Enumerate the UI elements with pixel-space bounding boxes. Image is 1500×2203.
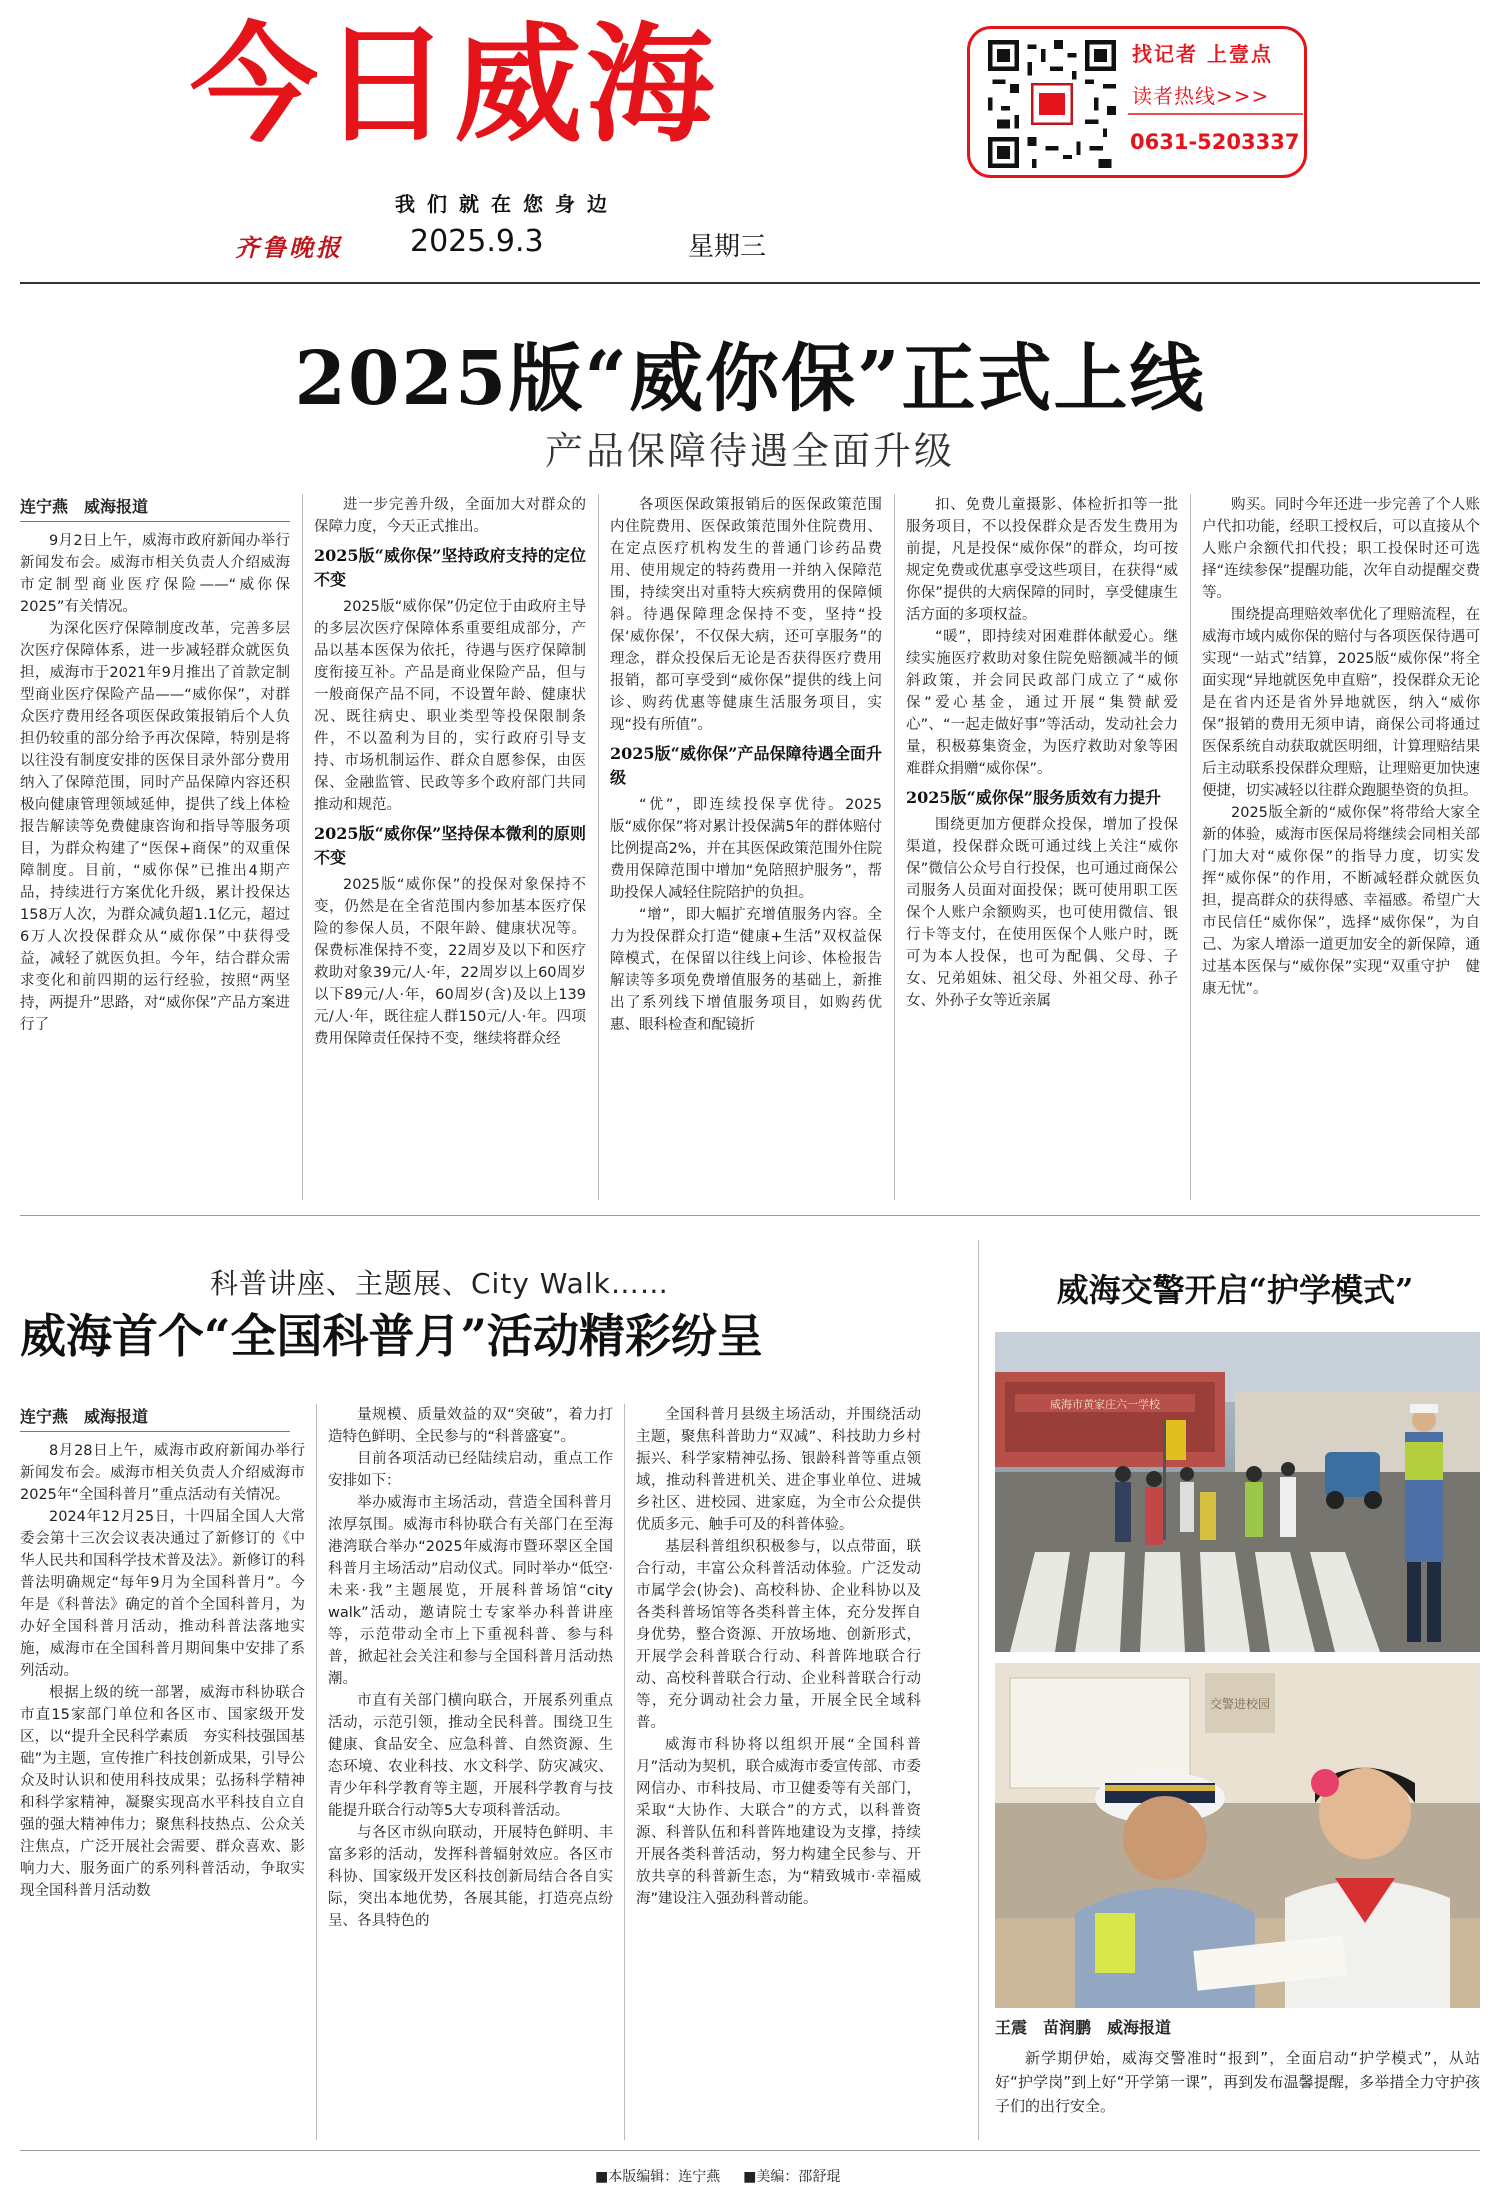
article-paragraph: “优”，即连续投保享优待。2025版“威你保”将对累计投保满5年的群体赔付比例提高2%，并在其医保政策范围外住院费用保障范围中增加“免陪照护服务”，帮助投保人减轻住院陪护的负担。 <box>610 797 882 901</box>
photo-caption: 新学期伊始，威海交警准时“报到”，全面启动“护学模式”，从站好“护学岗”到上好“开学第一课”，再到发布温馨提醒，多举措全力守护孩子们的出行安全。 <box>995 2049 1480 2115</box>
article-paragraph: “暖”，即持续对困难群体献爱心。继续实施医疗救助对象住院免赔额减半的倾斜政策，并会同民政部门成立了“威你保”爱心基金，通过开展“集赞献爱心”、“一起走做好事”等活动，发动社会力量，积极募集资金，为医疗救助对象等困难群众捐赠“威你保”。 <box>906 629 1178 777</box>
article-paragraph: “增”，即大幅扩充增值服务内容。全力为投保群众打造“健康+生活”双权益保障模式，在保留以往线上问诊、体检报告解读等多项免费增值服务的基础上，新推出了系列线下增值服务项目，如购药优惠、眼科检查和配镜折 <box>610 907 882 1033</box>
article-paragraph: 威海市科协将以组织开展“全国科普月”活动为契机，联合威海市委宣传部、市委网信办、市科技局、市卫健委等有关部门，采取“大协作、大联合”的方式，以科普资源、科普队伍和科普阵地建设为支撑，持续开展各类科普活动，努力构建全民参与、开放共享的科普新生态，为“精致城市·幸福威海”建设注入强劲科普动能。 <box>636 1737 921 1907</box>
crosswalk-photo <box>995 1332 1480 1652</box>
hotline-number[interactable]: 0631-5203337 <box>1130 130 1300 154</box>
school-sign-text: 威海市黄家庄六一学校 <box>1050 1398 1160 1411</box>
lead-col-2 <box>314 494 586 1200</box>
lead-col-4 <box>906 494 1178 1200</box>
lead-subheadline: 产品保障待遇全面升级 <box>544 429 955 473</box>
second-headline: 威海首个“全国科普月”活动精彩纷呈 <box>20 1309 763 1363</box>
second-col-3 <box>636 1404 921 2140</box>
hotline-slogan: 找记者 上壹点 <box>1132 42 1273 66</box>
article-paragraph: 8月28日上午，威海市政府新闻办举行新闻发布会。威海市相关负责人介绍威海市2025年“全国科普月”重点活动有关情况。 <box>20 1443 305 1503</box>
paper-name: 齐鲁晚报 <box>235 233 343 262</box>
column-divider <box>894 494 895 1200</box>
article-paragraph: 市直有关部门横向联合，开展系列重点活动，示范引领，推动全民科普。围绕卫生健康、食品安全、应急科普、自然资源、生态环境、农业科技、水文科学、防灾减灾、青少年科学教育等主题，开展科学教育与技能提升联合行动等5大专项科普活动。 <box>328 1693 613 1819</box>
article-paragraph: 9月2日上午，威海市政府新闻办举行新闻发布会。威海市相关负责人介绍威海市定制型商业医疗保险——“威你保2025”有关情况。 <box>20 533 290 615</box>
lead-headline: 2025版“威你保”正式上线 <box>294 336 1206 422</box>
classroom-illustration <box>995 1663 1480 2008</box>
column-divider <box>1190 494 1191 1200</box>
article-paragraph: 量规模、质量效益的双“突破”，着力打造特色鲜明、全民参与的“科普盛宴”。 <box>328 1407 613 1445</box>
lead-col-5 <box>1202 494 1480 1200</box>
article-subhead: 2025版“威你保”服务质效有力提升 <box>906 788 1161 807</box>
second-byline: 连宁燕 威海报道 <box>20 1404 290 1432</box>
column-divider <box>316 1404 317 2140</box>
lead-byline: 连宁燕 威海报道 <box>20 494 290 522</box>
article-subhead: 2025版“威你保”产品保障待遇全面升级 <box>610 744 882 787</box>
article-paragraph: 2025版全新的“威你保”将带给大家全新的体验，威海市医保局将继续会同相关部门加大对“威你保”的指导力度，切实发挥“威你保”的作用，不断减轻群众就医负担，提高群众的获得感、幸福感。希望广大市民信任“威你保”，选择“威你保”，为自己、为家人增添一道更加安全的新保障，通过基本医保与“威你保”实现“双重守护 健康无忧”。 <box>1202 805 1480 997</box>
article-paragraph: 目前各项活动已经陆续启动，重点工作安排如下： <box>328 1451 613 1489</box>
article-paragraph: 扣、免费儿童摄影、体检折扣等一批服务项目，不以投保群众是否发生费用为前提，凡是投保“威你保”的群众，均可按规定免费或优惠享受这些项目，在获得“威你保”提供的大病保障的同时，享受健康生活方面的多项权益。 <box>906 497 1178 623</box>
qr-code-icon[interactable] <box>988 40 1116 168</box>
issue-date: 2025.9.3 <box>410 224 544 259</box>
crosswalk-illustration <box>995 1332 1480 1652</box>
article-paragraph: 2024年12月25日，十四届全国人大常委会第十三次会议表决通过了新修订的《中华人民共和国科学技术普及法》。新修订的科普法明确规定“每年9月为全国科普月”。今年是《科普法》确定的首个全国科普月，为办好全国科普月活动，推动科普法落地实施，威海市在全国科普月期间集中安排了系列活动。 <box>20 1509 305 1679</box>
section-rule <box>20 1215 1480 1216</box>
article-paragraph: 与各区市纵向联动，开展特色鲜明、丰富多彩的活动，发挥科普辐射效应。各区市科协、国家级开发区科技创新局结合各自实际，突出本地优势，各展其能，打造亮点纷呈、各具特色的 <box>328 1825 613 1929</box>
designer-credit: ■美编：邵舒琨 <box>743 2169 841 2185</box>
article-paragraph: 购买。同时今年还进一步完善了个人账户代扣功能，经职工授权后，可以直接从个人账户余额代扣代投；职工投保时还可选择“连续参保”提醒功能，次年自动提醒交费等。 <box>1202 497 1480 601</box>
masthead-rule <box>20 282 1480 284</box>
column-divider <box>598 494 599 1200</box>
column-divider <box>302 494 303 1200</box>
page-footer <box>595 2166 840 2186</box>
photo-credit: 王震 苗润鹏 威海报道 <box>995 2018 1172 2037</box>
footer-rule <box>20 2150 1480 2151</box>
article-paragraph: 各项医保政策报销后的医保政策范围内住院费用、医保政策范围外住院费用、在定点医疗机构发生的普通门诊药品费用、使用规定的特药费用一并纳入保障范围，持续突出对重特大疾病费用的保障倾斜。待遇保障理念保持不变，坚持“投保‘威你保’，不仅保大病，还可享服务”的理念，群众投保后无论是否获得医疗费用报销，都可享受到“威你保”提供的线上问诊、购药优惠等健康生活服务项目，实现“投有所值”。 <box>610 497 882 733</box>
article-paragraph: 进一步完善升级，全面加大对群众的保障力度，今天正式推出。 <box>314 497 586 535</box>
article-paragraph: 2025版“威你保”的投保对象保持不变，仍然是在全省范围内参加基本医疗保险的参保人员，不限年龄、健康状况等。保费标准保持不变，22周岁及以下和医疗救助对象39元/人·年，22周岁以上60周岁以下89元/人·年，60周岁(含)及以上139元/人·年，既往症人群150元/人·年。四项费用保障责任保持不变，继续将群众经 <box>314 877 586 1047</box>
article-paragraph: 全国科普月县级主场活动，并围绕活动主题，聚焦科普助力“双减”、科技助力乡村振兴、科学家精神弘扬、银龄科普等重点领域，推动科普进机关、进企事业单位、进城乡社区、进校园、进家庭，为全市公众提供优质多元、触手可及的科普体验。 <box>636 1407 921 1533</box>
lead-col-1 <box>20 530 290 1200</box>
editor-credit: ■本版编辑：连宁燕 <box>595 2169 721 2185</box>
third-headline: 威海交警开启“护学模式” <box>1056 1271 1414 1309</box>
second-col-1 <box>20 1440 305 2140</box>
article-paragraph: 围绕更加方便群众投保，增加了投保渠道，投保群众既可通过线上关注“威你保”微信公众号自行投保，也可通过商保公司服务人员面对面投保；既可使用职工医保个人账户余额购买，也可使用微信、银行卡等支付，在使用医保个人账户时，既可为本人投保，也可为配偶、父母、子女、兄弟姐妹、祖父母、外祖父母、孙子女、外孙子女等近亲属 <box>906 817 1178 1009</box>
second-col-2 <box>328 1404 613 2140</box>
column-divider <box>978 1240 979 2140</box>
masthead-logo: 今日威海 <box>190 11 719 160</box>
second-kicker: 科普讲座、主题展、City Walk…… <box>210 1267 669 1300</box>
article-paragraph: 基层科普组织积极参与，以点带面，联合行动，丰富公众科普活动体验。广泛发动市属学会(协会)、高校科协、企业科协以及各类科普场馆等各类科普主体，充分发挥自身优势，整合资源、开放场地、创新形式，开展学会科普联合行动、科普阵地联合行动、高校科普联合行动、企业科普联合行动等，充分调动社会力量，开展全民全域科普。 <box>636 1539 921 1731</box>
classroom-photo <box>995 1663 1480 2008</box>
hotline-label: 读者热线>>> <box>1132 84 1270 108</box>
article-paragraph: 举办威海市主场活动，营造全国科普月浓厚氛围。威海市科协联合有关部门在至海港湾联合举办“2025年威海市暨环翠区全国科普月主场活动”启动仪式。同时举办“低空·未来·我”主题展览，开展科普场馆“city walk”活动，邀请院士专家举办科普讲座等，示范带动全市上下重视科普、参与科普，掀起社会关注和参与全国科普月活动热潮。 <box>328 1495 613 1687</box>
lead-col-3 <box>610 494 882 1200</box>
article-paragraph: 为深化医疗保障制度改革，完善多层次医疗保障体系，进一步减轻群众就医负担，威海市于2021年9月推出了首款定制型商业医疗保险产品——“威你保”，对群众医疗费用经各项医保政策报销后个人负担仍较重的部分给予再次保障，特别是将以往没有制度安排的医保目录外部分费用纳入了保障范围，同时产品保障内容还积极向健康管理领域延伸，提供了线上体检报告解读等免费健康咨询和指导等服务项目，为群众构建了“医保+商保”的双重保障制度。目前，“威你保”已推出4期产品，持续进行方案优化升级，累计投保达158万人次，为群众减负超1.1亿元，超过6万人次投保群众从“威你保”中获得受益，减轻了就医负担。今年，结合群众需求变化和前四期的运行经验，按照“两坚持，两提升”思路，对“威你保”产品方案进行了 <box>20 621 290 1033</box>
article-paragraph: 2025版“威你保”仍定位于由政府主导的多层次医疗保障体系重要组成部分，产品以基本医保为依托，待遇与医疗保障制度衔接互补。产品是商业保险产品，但与一般商保产品不同，不设置年龄、健康状况、既往病史、职业类型等投保限制条件，不以盈利为目的，实行政府引导支持、市场机制运作、群众自愿参保，由医保、金融监管、民政等多个政府部门共同推动和规范。 <box>314 599 586 813</box>
article-paragraph: 根据上级的统一部署，威海市科协联合市直15家部门单位和各区市、国家级开发区，以“提升全民科学素质 夯实科技强国基础”为主题，宣传推广科技创新成果，引导公众及时认识和使用科技成果；弘扬科学精神和科学家精神，凝聚实现高水平科技自立自强的强大精神伟力；聚焦科技热点、公众关注焦点，广泛开展社会需要、群众喜欢、影响力大、服务面广的系列科普活动，争取实现全国科普月活动数 <box>20 1685 305 1899</box>
article-subhead: 2025版“威你保”坚持政府支持的定位不变 <box>314 546 586 589</box>
masthead-slogan: 我们就在您身边 <box>395 192 619 216</box>
issue-weekday: 星期三 <box>688 232 767 262</box>
classroom-sign-text: 交警进校园 <box>1209 1697 1271 1711</box>
article-subhead: 2025版“威你保”坚持保本微利的原则不变 <box>314 824 586 867</box>
hotline-divider <box>1128 111 1303 117</box>
column-divider <box>624 1404 625 2140</box>
article-paragraph: 围绕提高理赔效率优化了理赔流程，在威海市域内威你保的赔付与各项医保待遇可实现“一站式”结算，2025版“威你保”将全面实现“异地就医免申直赔”，投保群众无论是在省内还是省外异地就医，纳入“威你保”报销的费用无须申请，商保公司将通过医保系统自动获取就医明细，计算理赔结果后主动联系投保群众理赔，让理赔更加快速便捷，切实减轻以往群众跑腿垫资的负担。 <box>1202 607 1480 799</box>
